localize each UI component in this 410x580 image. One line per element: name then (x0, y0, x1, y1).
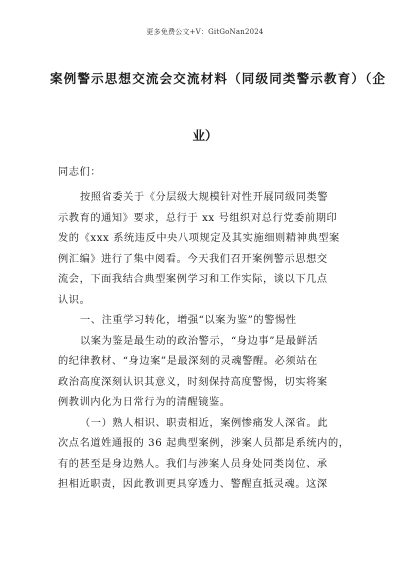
body-content (58, 188, 358, 496)
paragraph-line: 发的《xxx 系统违反中央八项规定及其实施细则精神典型案 (58, 233, 340, 244)
paragraph-line: 认识。 (58, 294, 91, 306)
paragraph-line: 政治高度深刻认识其意义，时刻保持高度警惕，切实将案 (58, 376, 328, 388)
paragraph-line: 按照省委关于《分层级大规模针对性开展同级同类警 (80, 192, 329, 203)
header-note: 更多免费公文+V：GitGoNan2024 (146, 28, 264, 36)
paragraph-line: 示教育的通知》要求，总行于 xx 号组织对总行党委前期印 (58, 212, 338, 224)
paragraph-line: 例汇编》进行了集中阅看。今天我们召开案例警示思想交 (58, 253, 328, 265)
salutation: 同志们： (58, 167, 102, 178)
paragraph-line: 流会，下面我结合典型案例学习和工作实际，谈以下几点 (58, 274, 328, 285)
paragraph-line: 的纪律教材、“身边案”是最深刻的灵魂警醒。必须站在 (58, 356, 318, 367)
document-title-line1: 案例警示思想交流会交流材料（同级同类警示教育）（企 (50, 71, 387, 86)
paragraph-line: 担相近职责，因此教训更具穿透力、警醒直抵灵魂。这深 (58, 479, 328, 490)
paragraph-line: 有的甚至是身边熟人。我们与涉案人员身处同类岗位、承 (58, 458, 328, 470)
section-heading: 一、注重学习转化，增强“以案为鉴”的警惕性 (80, 315, 297, 326)
paragraph-line: （一）熟人相识、职责相近，案例惨痛发人深省。此 (80, 417, 329, 429)
document-title-line2: 业） (192, 128, 218, 143)
paragraph-line: 以案为鉴是最生动的政治警示，“身边事”是最鲜活 (80, 335, 319, 347)
paragraph-line: 次点名道姓通报的 36 起典型案例，涉案人员都是系统内的， (58, 438, 350, 449)
paragraph-line: 例教训内化为日常行为的清醒镜鉴。 (58, 397, 231, 408)
